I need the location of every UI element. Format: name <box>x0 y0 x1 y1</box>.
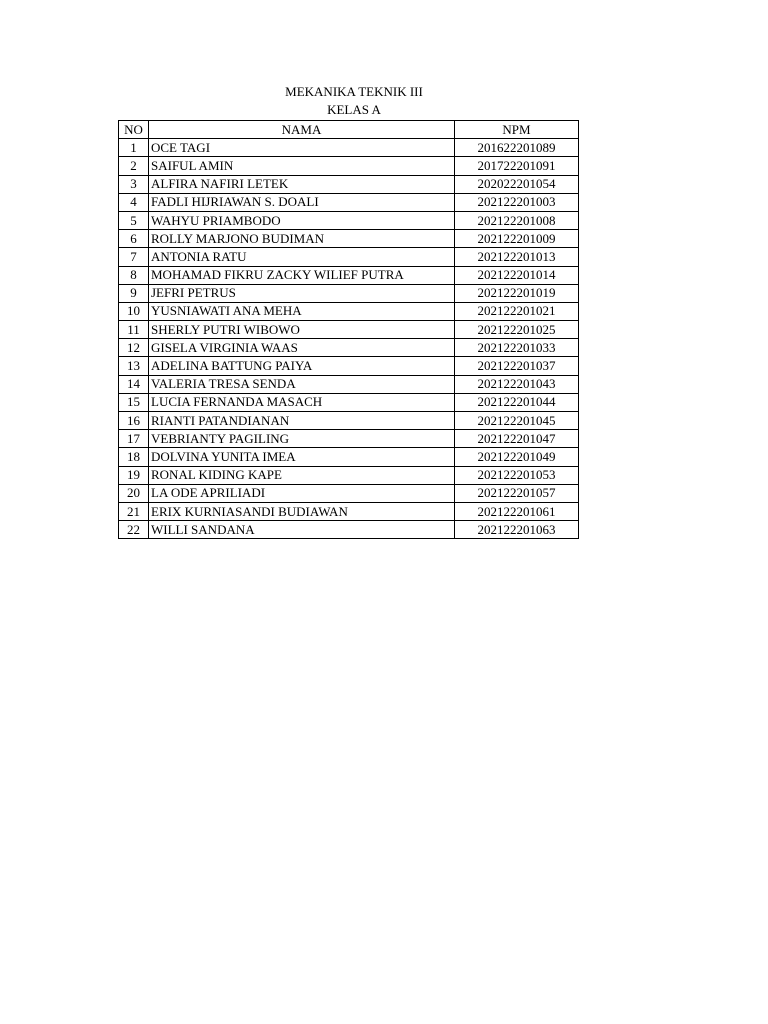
cell-no: 14 <box>119 375 149 393</box>
cell-no: 4 <box>119 193 149 211</box>
table-row <box>119 339 579 357</box>
cell-npm: 202022201054 <box>455 175 579 193</box>
cell-nama: ALFIRA NAFIRI LETEK <box>149 175 455 193</box>
cell-no: 2 <box>119 157 149 175</box>
cell-no: 3 <box>119 175 149 193</box>
cell-npm: 202122201044 <box>455 393 579 411</box>
table-row <box>119 139 579 157</box>
table-row <box>119 375 579 393</box>
cell-npm: 202122201014 <box>455 266 579 284</box>
cell-nama: ANTONIA RATU <box>149 248 455 266</box>
cell-nama: SAIFUL AMIN <box>149 157 455 175</box>
cell-npm: 202122201057 <box>455 484 579 502</box>
cell-npm: 202122201037 <box>455 357 579 375</box>
cell-nama: ERIX KURNIASANDI BUDIAWAN <box>149 502 455 520</box>
cell-npm: 201622201089 <box>455 139 579 157</box>
column-header-npm: NPM <box>455 121 579 139</box>
cell-nama: GISELA VIRGINIA WAAS <box>149 339 455 357</box>
cell-npm: 202122201049 <box>455 448 579 466</box>
cell-nama: WAHYU PRIAMBODO <box>149 211 455 229</box>
table-row <box>119 284 579 302</box>
cell-no: 7 <box>119 248 149 266</box>
document-subtitle: KELAS A <box>327 102 381 117</box>
cell-nama: YUSNIAWATI ANA MEHA <box>149 302 455 320</box>
column-header-no: NO <box>119 121 149 139</box>
cell-nama: RIANTI PATANDIANAN <box>149 412 455 430</box>
cell-no: 20 <box>119 484 149 502</box>
cell-no: 1 <box>119 139 149 157</box>
cell-npm: 202122201043 <box>455 375 579 393</box>
cell-nama: OCE TAGI <box>149 139 455 157</box>
cell-no: 10 <box>119 302 149 320</box>
cell-nama: SHERLY PUTRI WIBOWO <box>149 321 455 339</box>
cell-nama: DOLVINA YUNITA IMEA <box>149 448 455 466</box>
table-row <box>119 193 579 211</box>
table-row <box>119 248 579 266</box>
cell-nama: JEFRI PETRUS <box>149 284 455 302</box>
table-row <box>119 521 579 539</box>
cell-nama: RONAL KIDING KAPE <box>149 466 455 484</box>
cell-nama: MOHAMAD FIKRU ZACKY WILIEF PUTRA <box>149 266 455 284</box>
cell-npm: 202122201047 <box>455 430 579 448</box>
cell-npm: 202122201013 <box>455 248 579 266</box>
cell-nama: VEBRIANTY PAGILING <box>149 430 455 448</box>
cell-no: 6 <box>119 230 149 248</box>
table-row <box>119 266 579 284</box>
cell-npm: 202122201021 <box>455 302 579 320</box>
document-title: MEKANIKA TEKNIK III <box>285 84 423 99</box>
cell-npm: 202122201063 <box>455 521 579 539</box>
table-row <box>119 393 579 411</box>
cell-nama: FADLI HIJRIAWAN S. DOALI <box>149 193 455 211</box>
table-row <box>119 448 579 466</box>
cell-no: 18 <box>119 448 149 466</box>
cell-npm: 202122201033 <box>455 339 579 357</box>
table-row <box>119 157 579 175</box>
cell-no: 19 <box>119 466 149 484</box>
cell-npm: 202122201045 <box>455 412 579 430</box>
cell-no: 15 <box>119 393 149 411</box>
cell-no: 8 <box>119 266 149 284</box>
cell-no: 13 <box>119 357 149 375</box>
cell-no: 17 <box>119 430 149 448</box>
cell-npm: 201722201091 <box>455 157 579 175</box>
table-body <box>119 139 579 539</box>
cell-nama: VALERIA TRESA SENDA <box>149 375 455 393</box>
cell-no: 21 <box>119 502 149 520</box>
cell-npm: 202122201061 <box>455 502 579 520</box>
cell-npm: 202122201019 <box>455 284 579 302</box>
table-row <box>119 357 579 375</box>
student-table <box>118 120 579 539</box>
cell-npm: 202122201008 <box>455 211 579 229</box>
cell-no: 11 <box>119 321 149 339</box>
cell-nama: LA ODE APRILIADI <box>149 484 455 502</box>
cell-nama: WILLI SANDANA <box>149 521 455 539</box>
cell-no: 5 <box>119 211 149 229</box>
cell-npm: 202122201009 <box>455 230 579 248</box>
cell-nama: LUCIA FERNANDA MASACH <box>149 393 455 411</box>
cell-no: 12 <box>119 339 149 357</box>
cell-no: 22 <box>119 521 149 539</box>
table-row <box>119 502 579 520</box>
cell-nama: ADELINA BATTUNG PAIYA <box>149 357 455 375</box>
cell-no: 16 <box>119 412 149 430</box>
cell-npm: 202122201025 <box>455 321 579 339</box>
table-row <box>119 430 579 448</box>
table-row <box>119 175 579 193</box>
table-row <box>119 321 579 339</box>
cell-npm: 202122201053 <box>455 466 579 484</box>
table-row <box>119 412 579 430</box>
table-row <box>119 466 579 484</box>
table-row <box>119 302 579 320</box>
table-row <box>119 230 579 248</box>
table-row <box>119 484 579 502</box>
column-header-nama: NAMA <box>149 121 455 139</box>
table-row <box>119 211 579 229</box>
cell-no: 9 <box>119 284 149 302</box>
cell-nama: ROLLY MARJONO BUDIMAN <box>149 230 455 248</box>
cell-npm: 202122201003 <box>455 193 579 211</box>
table-header-row <box>119 121 579 139</box>
